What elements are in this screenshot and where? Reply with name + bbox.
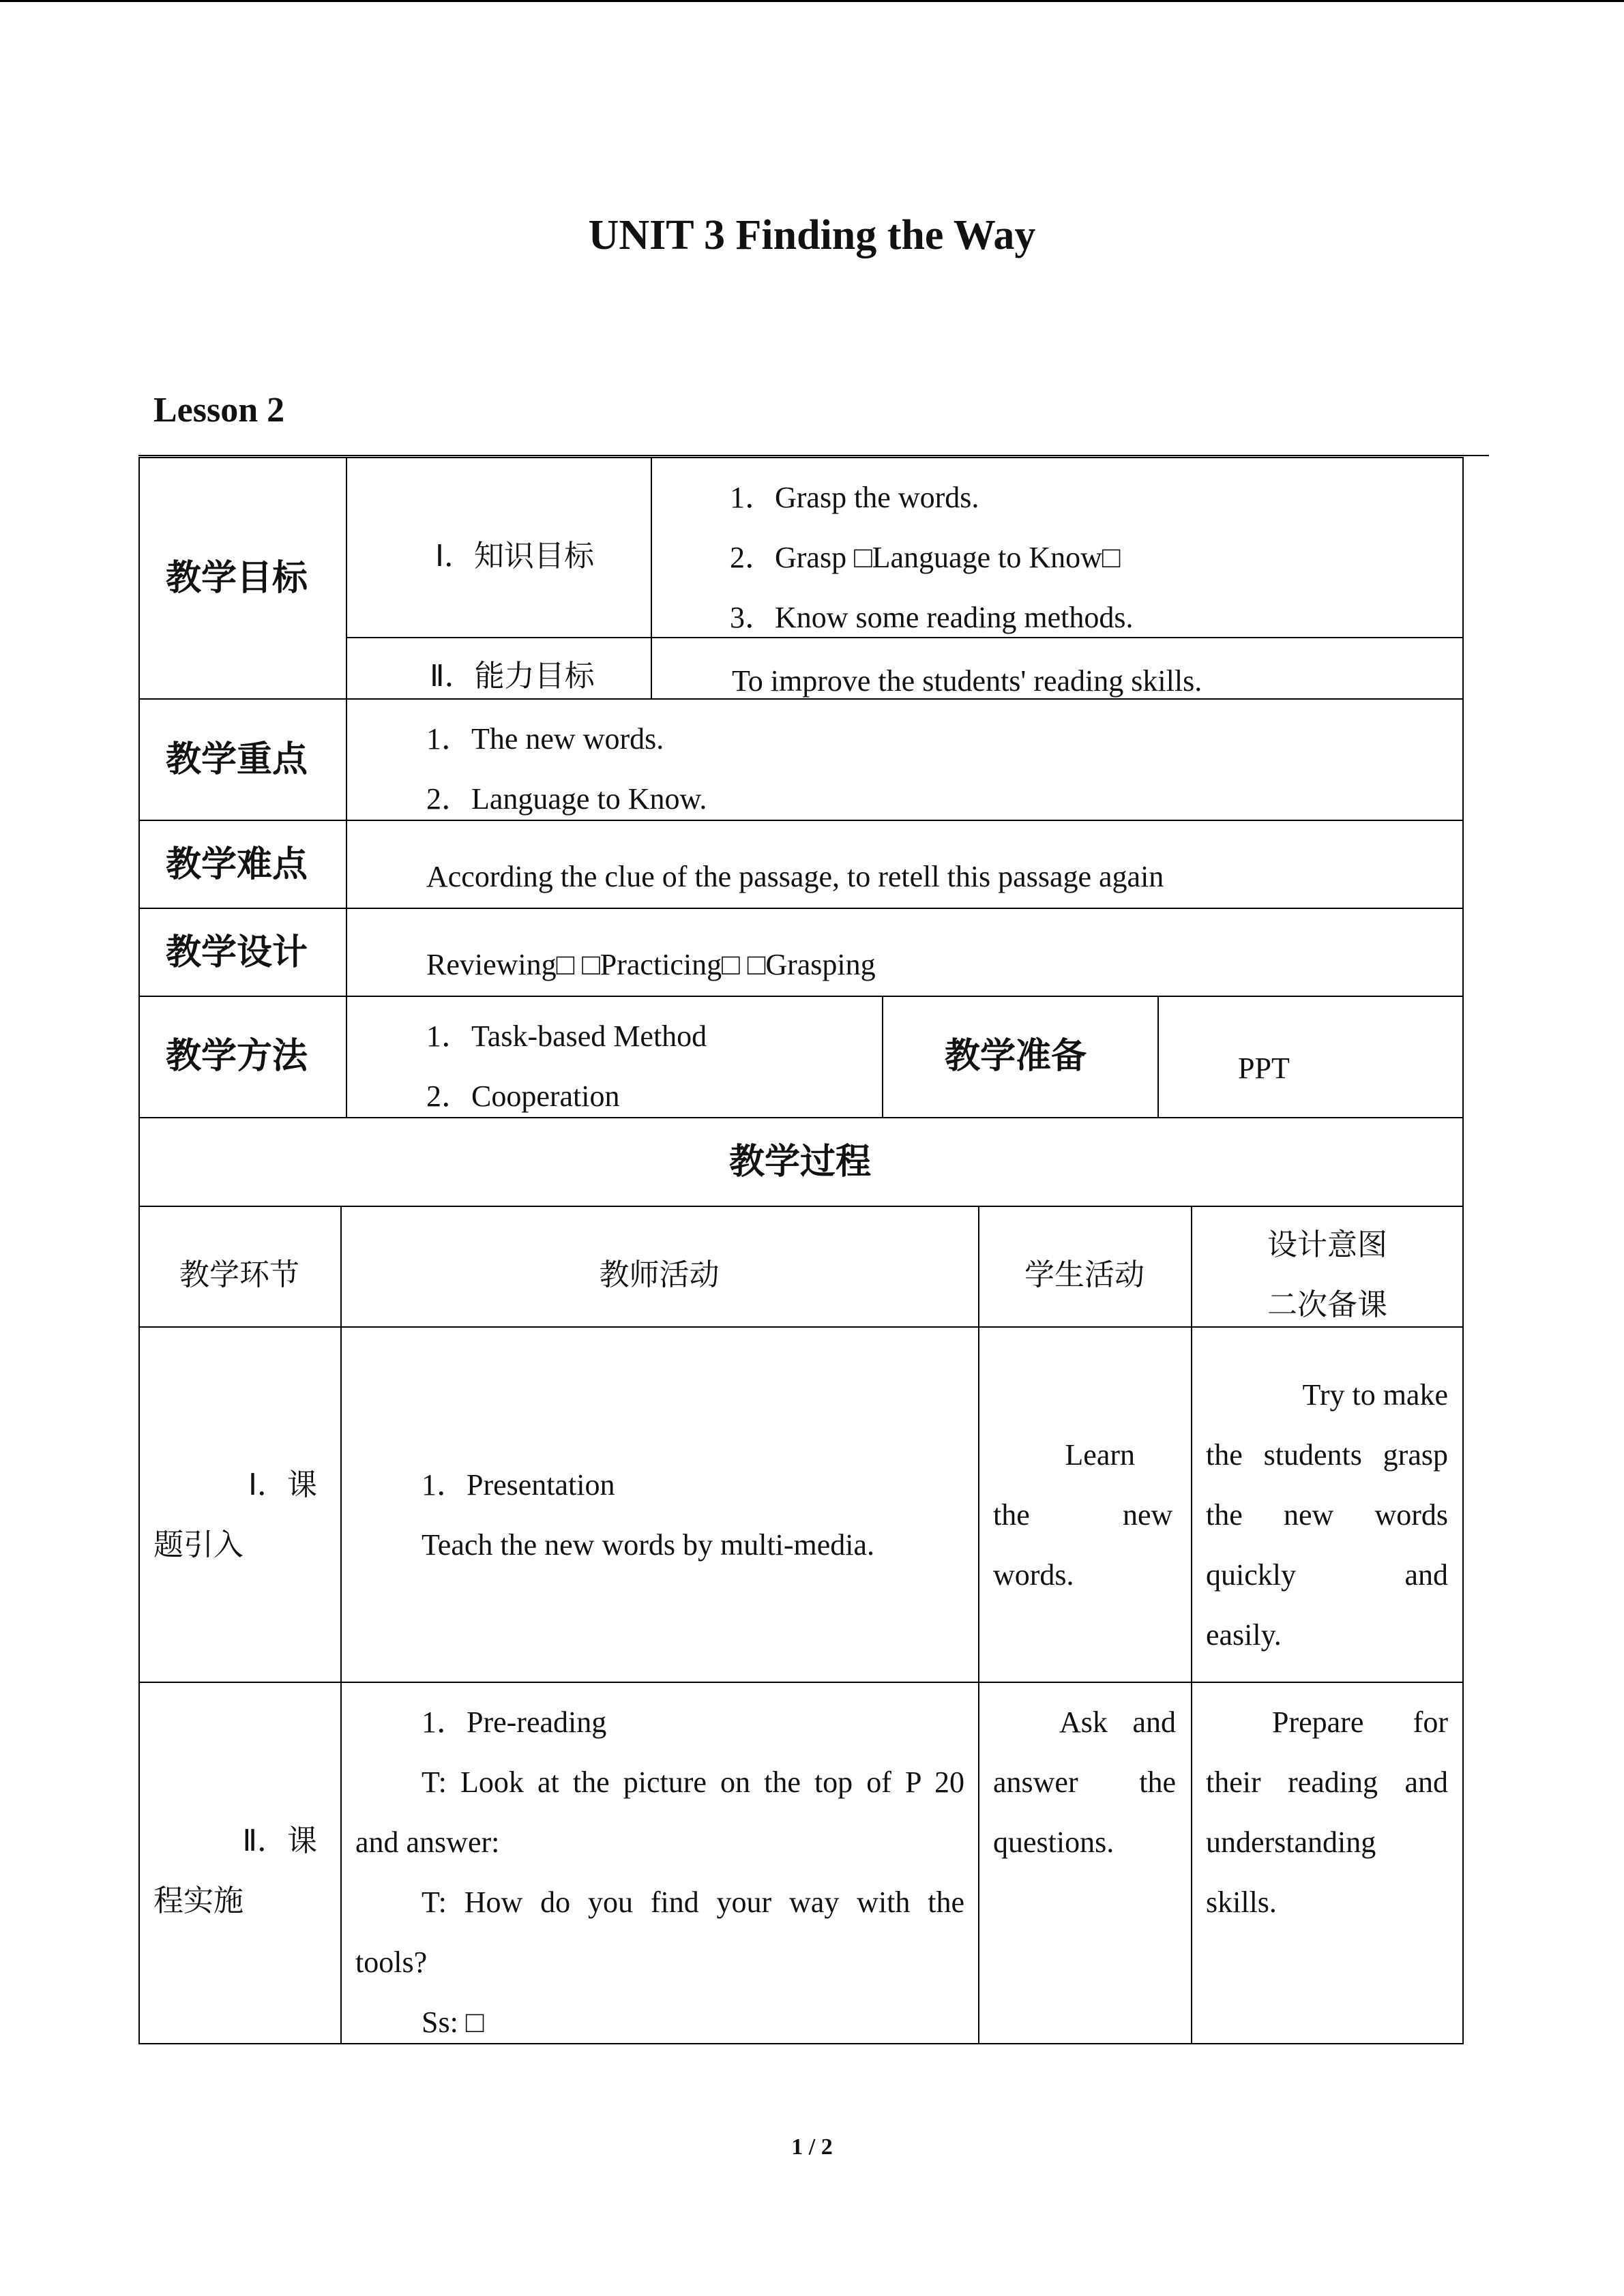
method-item: 1．Task-based Method (426, 1019, 707, 1053)
teacher-activity-line: T: Look at the picture on the top of P 20 (422, 1765, 964, 1799)
prep-value: PPT (1238, 1052, 1290, 1085)
teacher-activity-line: and answer: (355, 1825, 500, 1859)
intent-line: understanding (1206, 1825, 1376, 1859)
goals-label: 教学目标 (166, 558, 308, 599)
ability-goal-label: Ⅱ．能力目标 (430, 659, 595, 694)
teacher-activity-line: T: How do you find your way with the (422, 1885, 964, 1919)
student-activity-text (993, 1693, 1176, 1873)
student-activity-line: Learn (1065, 1438, 1135, 1472)
intent-line: easily. (1206, 1618, 1282, 1652)
stage-line: Ⅱ．课 (242, 1823, 317, 1858)
stage-line: 程实施 (153, 1883, 243, 1918)
intent-line: skills. (1206, 1885, 1277, 1919)
teacher-activity-line: Ss: □ (422, 2006, 484, 2039)
student-activity-word: new (1123, 1498, 1173, 1532)
student-activity-word: the (993, 1498, 1030, 1532)
design-label: 教学设计 (166, 932, 308, 973)
student-activity-line: questions. (993, 1825, 1114, 1859)
design-text: Reviewing□ □Practicing□ □Grasping (426, 948, 876, 981)
key-points-label: 教学重点 (166, 739, 308, 780)
key-point-item: 2．Language to Know. (426, 782, 707, 816)
page-number: 1 / 2 (791, 2134, 833, 2160)
knowledge-goal-label: Ⅰ．知识目标 (435, 539, 594, 573)
difficult-points-text: According the clue of the passage, to retell this passage again (426, 860, 1164, 893)
intent-line: Try to make (1302, 1378, 1448, 1412)
header-stage: 教学环节 (179, 1257, 299, 1292)
table-rule (138, 908, 1464, 909)
student-activity-line: words. (993, 1558, 1074, 1592)
intent-line: Prepare for (1272, 1705, 1448, 1739)
intent-text (1206, 1693, 1448, 1933)
key-point-item: 1．The new words. (426, 722, 664, 756)
table-rule (346, 457, 347, 1118)
header-student: 学生活动 (1024, 1257, 1145, 1292)
intent-line: quickly and (1206, 1558, 1448, 1592)
intent-line: the students grasp (1206, 1438, 1448, 1472)
table-rule (340, 1206, 342, 2044)
lesson-rule (138, 455, 1489, 456)
teacher-activity-line: Teach the new words by multi-media. (422, 1528, 875, 1562)
teacher-activity-text (355, 1693, 964, 2053)
teacher-activity-line: 1．Presentation (422, 1468, 615, 1502)
method-item: 2．Cooperation (426, 1079, 620, 1113)
intent-text (1206, 1365, 1448, 1665)
top-rule (0, 0, 1624, 2)
student-activity-line: answer the (993, 1765, 1176, 1799)
table-rule (138, 820, 1464, 821)
process-title: 教学过程 (728, 1142, 871, 1182)
knowledge-goal-item: 1．Grasp the words. (730, 481, 979, 514)
table-rule (978, 1206, 979, 2044)
table-rule (1157, 996, 1159, 1118)
stage-line: 题引入 (153, 1527, 243, 1562)
document-title: UNIT 3 Finding the Way (588, 212, 1036, 258)
prep-label: 教学准备 (945, 1036, 1087, 1077)
knowledge-goal-item: 3．Know some reading methods. (730, 601, 1134, 634)
student-activity-line: Ask and (1059, 1705, 1176, 1739)
difficult-points-label: 教学难点 (166, 844, 308, 885)
table-rule (138, 996, 1464, 997)
header-intent: 设计意图 (1267, 1227, 1387, 1262)
intent-line: the new words (1206, 1498, 1448, 1532)
header-teacher: 教师活动 (599, 1257, 720, 1292)
teacher-activity-line: 1．Pre-reading (422, 1705, 607, 1739)
knowledge-goal-item: 2．Grasp □Language to Know□ (730, 541, 1121, 574)
lesson-heading: Lesson 2 (153, 391, 285, 430)
header-second-prep: 二次备课 (1267, 1287, 1387, 1322)
table-rule (882, 996, 883, 1118)
intent-line: their reading and (1206, 1765, 1448, 1799)
methods-label: 教学方法 (166, 1036, 308, 1077)
table-rule (651, 457, 652, 698)
teacher-activity-line: tools? (355, 1945, 428, 1979)
stage-line: Ⅰ．课 (248, 1467, 317, 1502)
table-rule (138, 1682, 1464, 1683)
ability-goal-text: To improve the students' reading skills. (732, 664, 1202, 698)
